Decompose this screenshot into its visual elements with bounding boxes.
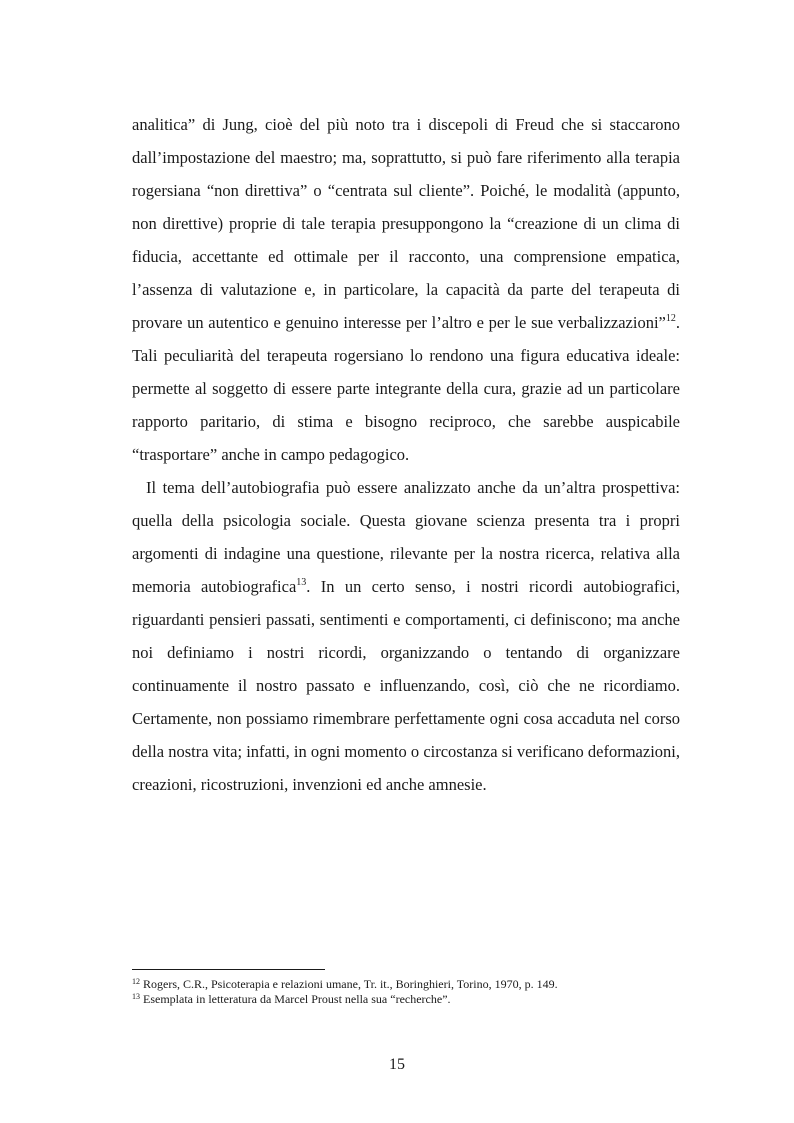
paragraph-1: analitica” di Jung, cioè del più noto tra i discepoli di Freud che si staccarono dall’impostazione del maestro; ma, soprattutto, si può fare riferimento alla terapia rogersiana “non direttiva” o “centrata sul cliente”. Poiché, le modalità (appunto, non direttive) proprie di tale terapia presuppongono la “creazione di un clima di fiducia, accettante ed ottimale per il racconto, una comprensione empatica, l’assenza di valutazione e, in particolare, la capacità da parte del terapeuta di provare un autentico e genuino interesse per l’altro e per le sue verbalizzazioni”$^{12}$. Tali peculiarità del terapeuta rogersiano lo rendono una figura educativa ideale: permette al soggetto di essere parte integrante della cura, grazie ad un particolare rapporto paritario, di stima e bisogno reciproco, che sarebbe auspicabile “trasportare” anche in campo pedagogico. bbox=[132, 115, 680, 464]
footnote-text: Rogers, C.R., Psicoterapia e relazioni umane, Tr. it., Boringhieri, Torino, 1970, p. 149. bbox=[143, 977, 558, 991]
footnote-number: 12 bbox=[132, 977, 140, 986]
page-number: 15 bbox=[389, 1056, 405, 1073]
footnote-text: Esemplata in letteratura da Marcel Proust nella sua “recherche”. bbox=[143, 992, 451, 1006]
footnote-13 bbox=[132, 992, 692, 1007]
paragraph-2: Il tema dell’autobiografia può essere analizzato anche da un’altra prospettiva: quella della psicologia sociale. Questa giovane scienza presenta tra i propri argomenti di indagine una questione, rilevante per la nostra ricerca, relativa alla memoria autobiografica$^{13}$. In un certo senso, i nostri ricordi autobiografici, riguardanti pensieri passati, sentimenti e comportamenti, ci definiscono; ma anche noi definiamo i nostri ricordi, organizzando o tentando di organizzare continuamente il nostro passato e influenzando, così, ciò che ne ricordiamo. Certamente, non possiamo rimembrare perfettamente ogni cosa accaduta nel corso della nostra vita; infatti, in ogni momento o circostanza si verificano deformazioni, creazioni, ricostruzioni, invenzioni ed anche amnesie. bbox=[132, 478, 680, 794]
footnote-12 bbox=[132, 977, 692, 992]
footnote-ref-12: 12 bbox=[665, 313, 676, 324]
footnote-number: 13 bbox=[132, 992, 140, 1001]
footnote-ref-13: 13 bbox=[296, 577, 307, 588]
footnotes bbox=[132, 977, 692, 1007]
body-text bbox=[132, 108, 680, 801]
footnote-separator bbox=[132, 969, 325, 970]
